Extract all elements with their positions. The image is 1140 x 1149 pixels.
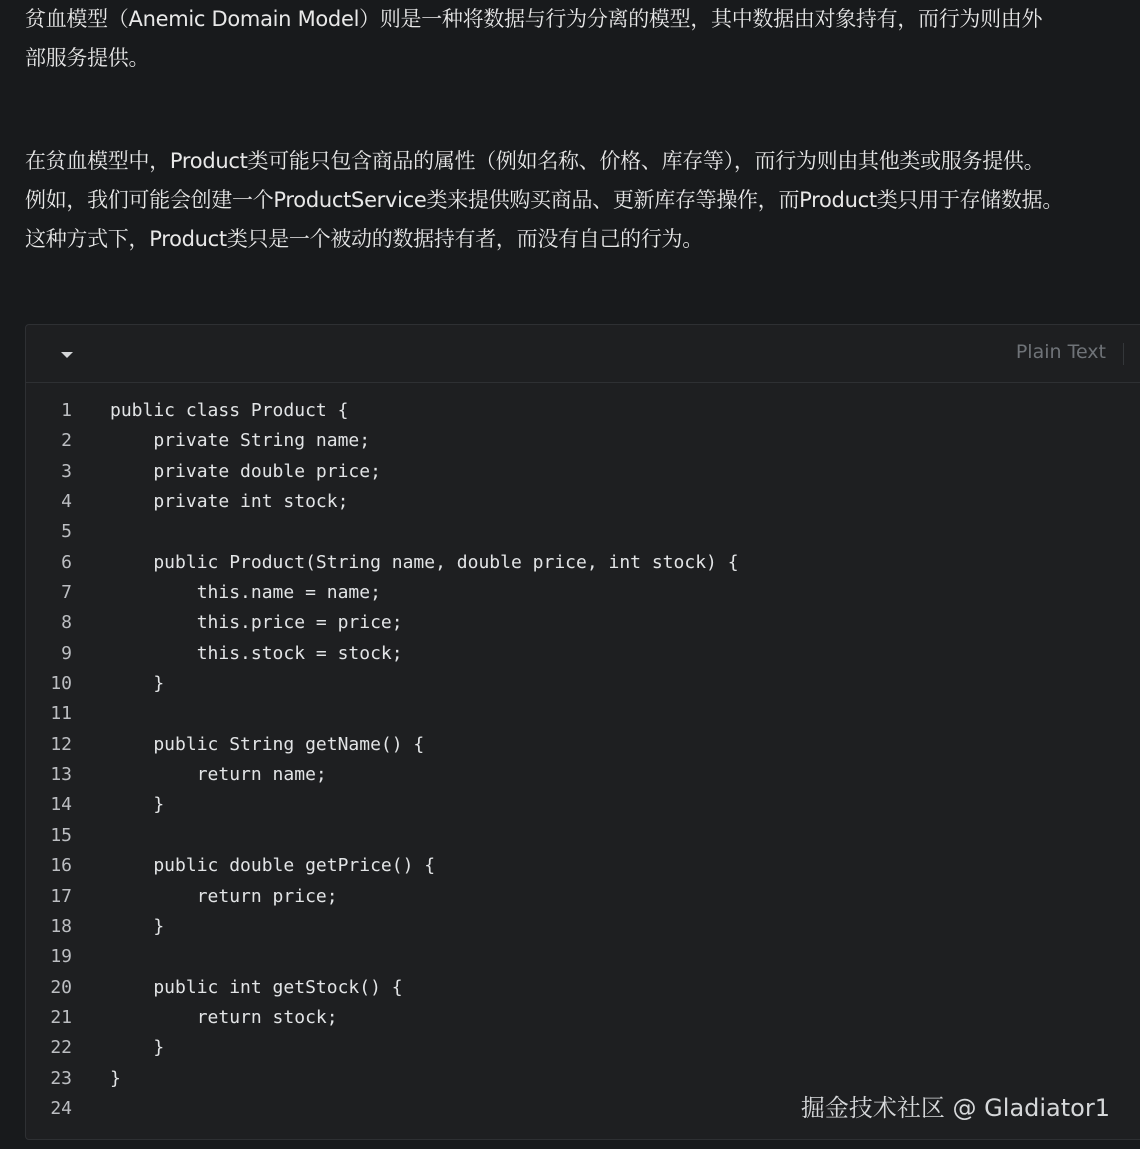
code-line [26, 790, 1140, 820]
paragraph-line: 在贫血模型中，Product类可能只包含商品的属性（例如名称、价格、库存等），而行为则由其他类或服务提供。 [25, 149, 1045, 173]
code-line [26, 1033, 1140, 1063]
line-number: 6 [61, 551, 72, 573]
code-text: public String getName() { [110, 733, 425, 755]
code-text: return price; [110, 885, 338, 907]
paragraph-line: 例如，我们可能会创建一个ProductService类来提供购买商品、更新库存等操作，而Product类只用于存储数据。 [25, 188, 1064, 212]
line-number: 18 [50, 915, 72, 937]
code-line [26, 608, 1140, 638]
line-number: 24 [50, 1097, 72, 1119]
paragraph-line: 部服务提供。 [25, 46, 150, 70]
code-line [26, 821, 1140, 851]
line-number: 10 [50, 673, 72, 695]
paragraph-product-example [25, 142, 1140, 259]
line-number: 17 [50, 885, 72, 907]
line-number: 7 [61, 582, 72, 604]
code-text: return name; [110, 764, 327, 786]
code-text: private String name; [110, 430, 371, 452]
code-text: } [110, 1037, 165, 1059]
line-number: 11 [50, 703, 72, 725]
line-number: 21 [50, 1006, 72, 1028]
line-number: 20 [50, 976, 72, 998]
code-text: } [110, 915, 165, 937]
code-line [26, 487, 1140, 517]
line-number: 4 [61, 491, 72, 513]
code-text: public Product(String name, double price, int stock) { [110, 551, 739, 573]
code-line [26, 517, 1140, 547]
code-line [26, 578, 1140, 608]
line-number: 2 [61, 430, 72, 452]
code-line [26, 669, 1140, 699]
code-text: public int getStock() { [110, 976, 403, 998]
line-number: 9 [61, 642, 72, 664]
code-block [25, 324, 1140, 1140]
line-number: 14 [50, 794, 72, 816]
code-text: this.stock = stock; [110, 642, 403, 664]
code-line [26, 760, 1140, 790]
paragraph-line: 贫血模型（Anemic Domain Model）则是一种将数据与行为分离的模型，其中数据由对象持有，而行为则由外 [25, 7, 1043, 31]
caret-down-icon[interactable] [58, 347, 76, 361]
line-number: 15 [50, 824, 72, 846]
code-text: private double price; [110, 460, 381, 482]
code-line [26, 882, 1140, 912]
code-line [26, 942, 1140, 972]
code-line [26, 730, 1140, 760]
language-selector[interactable]: Plain Text [1015, 341, 1106, 363]
line-number: 16 [50, 855, 72, 877]
code-line [26, 851, 1140, 881]
line-number: 22 [50, 1037, 72, 1059]
paragraph-line: 这种方式下，Product类只是一个被动的数据持有者，而没有自己的行为。 [25, 227, 703, 251]
code-text: this.price = price; [110, 612, 403, 634]
code-text: } [110, 1067, 121, 1089]
code-block-header [26, 325, 1140, 383]
line-number: 23 [50, 1067, 72, 1089]
code-text: } [110, 673, 165, 695]
line-number: 13 [50, 764, 72, 786]
code-line [26, 699, 1140, 729]
code-line [26, 973, 1140, 1003]
code-line [26, 912, 1140, 942]
line-number: 19 [50, 946, 72, 968]
line-number: 8 [61, 612, 72, 634]
line-number: 5 [61, 521, 72, 543]
code-text: this.name = name; [110, 582, 381, 604]
code-line [26, 1003, 1140, 1033]
line-number: 1 [61, 400, 72, 421]
code-text: } [110, 794, 165, 816]
line-number: 12 [50, 733, 72, 755]
watermark: 掘金技术社区 @ Gladiator1 [800, 1094, 1110, 1122]
code-text: public class Product { [110, 400, 349, 421]
code-line [26, 426, 1140, 456]
code-content [26, 396, 1140, 1124]
code-text: return stock; [110, 1006, 338, 1028]
code-text: public double getPrice() { [110, 855, 436, 877]
paragraph-anemic-model-intro [25, 0, 1140, 78]
header-divider [1123, 343, 1124, 365]
code-line [26, 457, 1140, 487]
line-number: 3 [61, 460, 72, 482]
code-text: private int stock; [110, 491, 349, 513]
code-line [26, 639, 1140, 669]
code-line [26, 548, 1140, 578]
code-line [26, 396, 1140, 426]
